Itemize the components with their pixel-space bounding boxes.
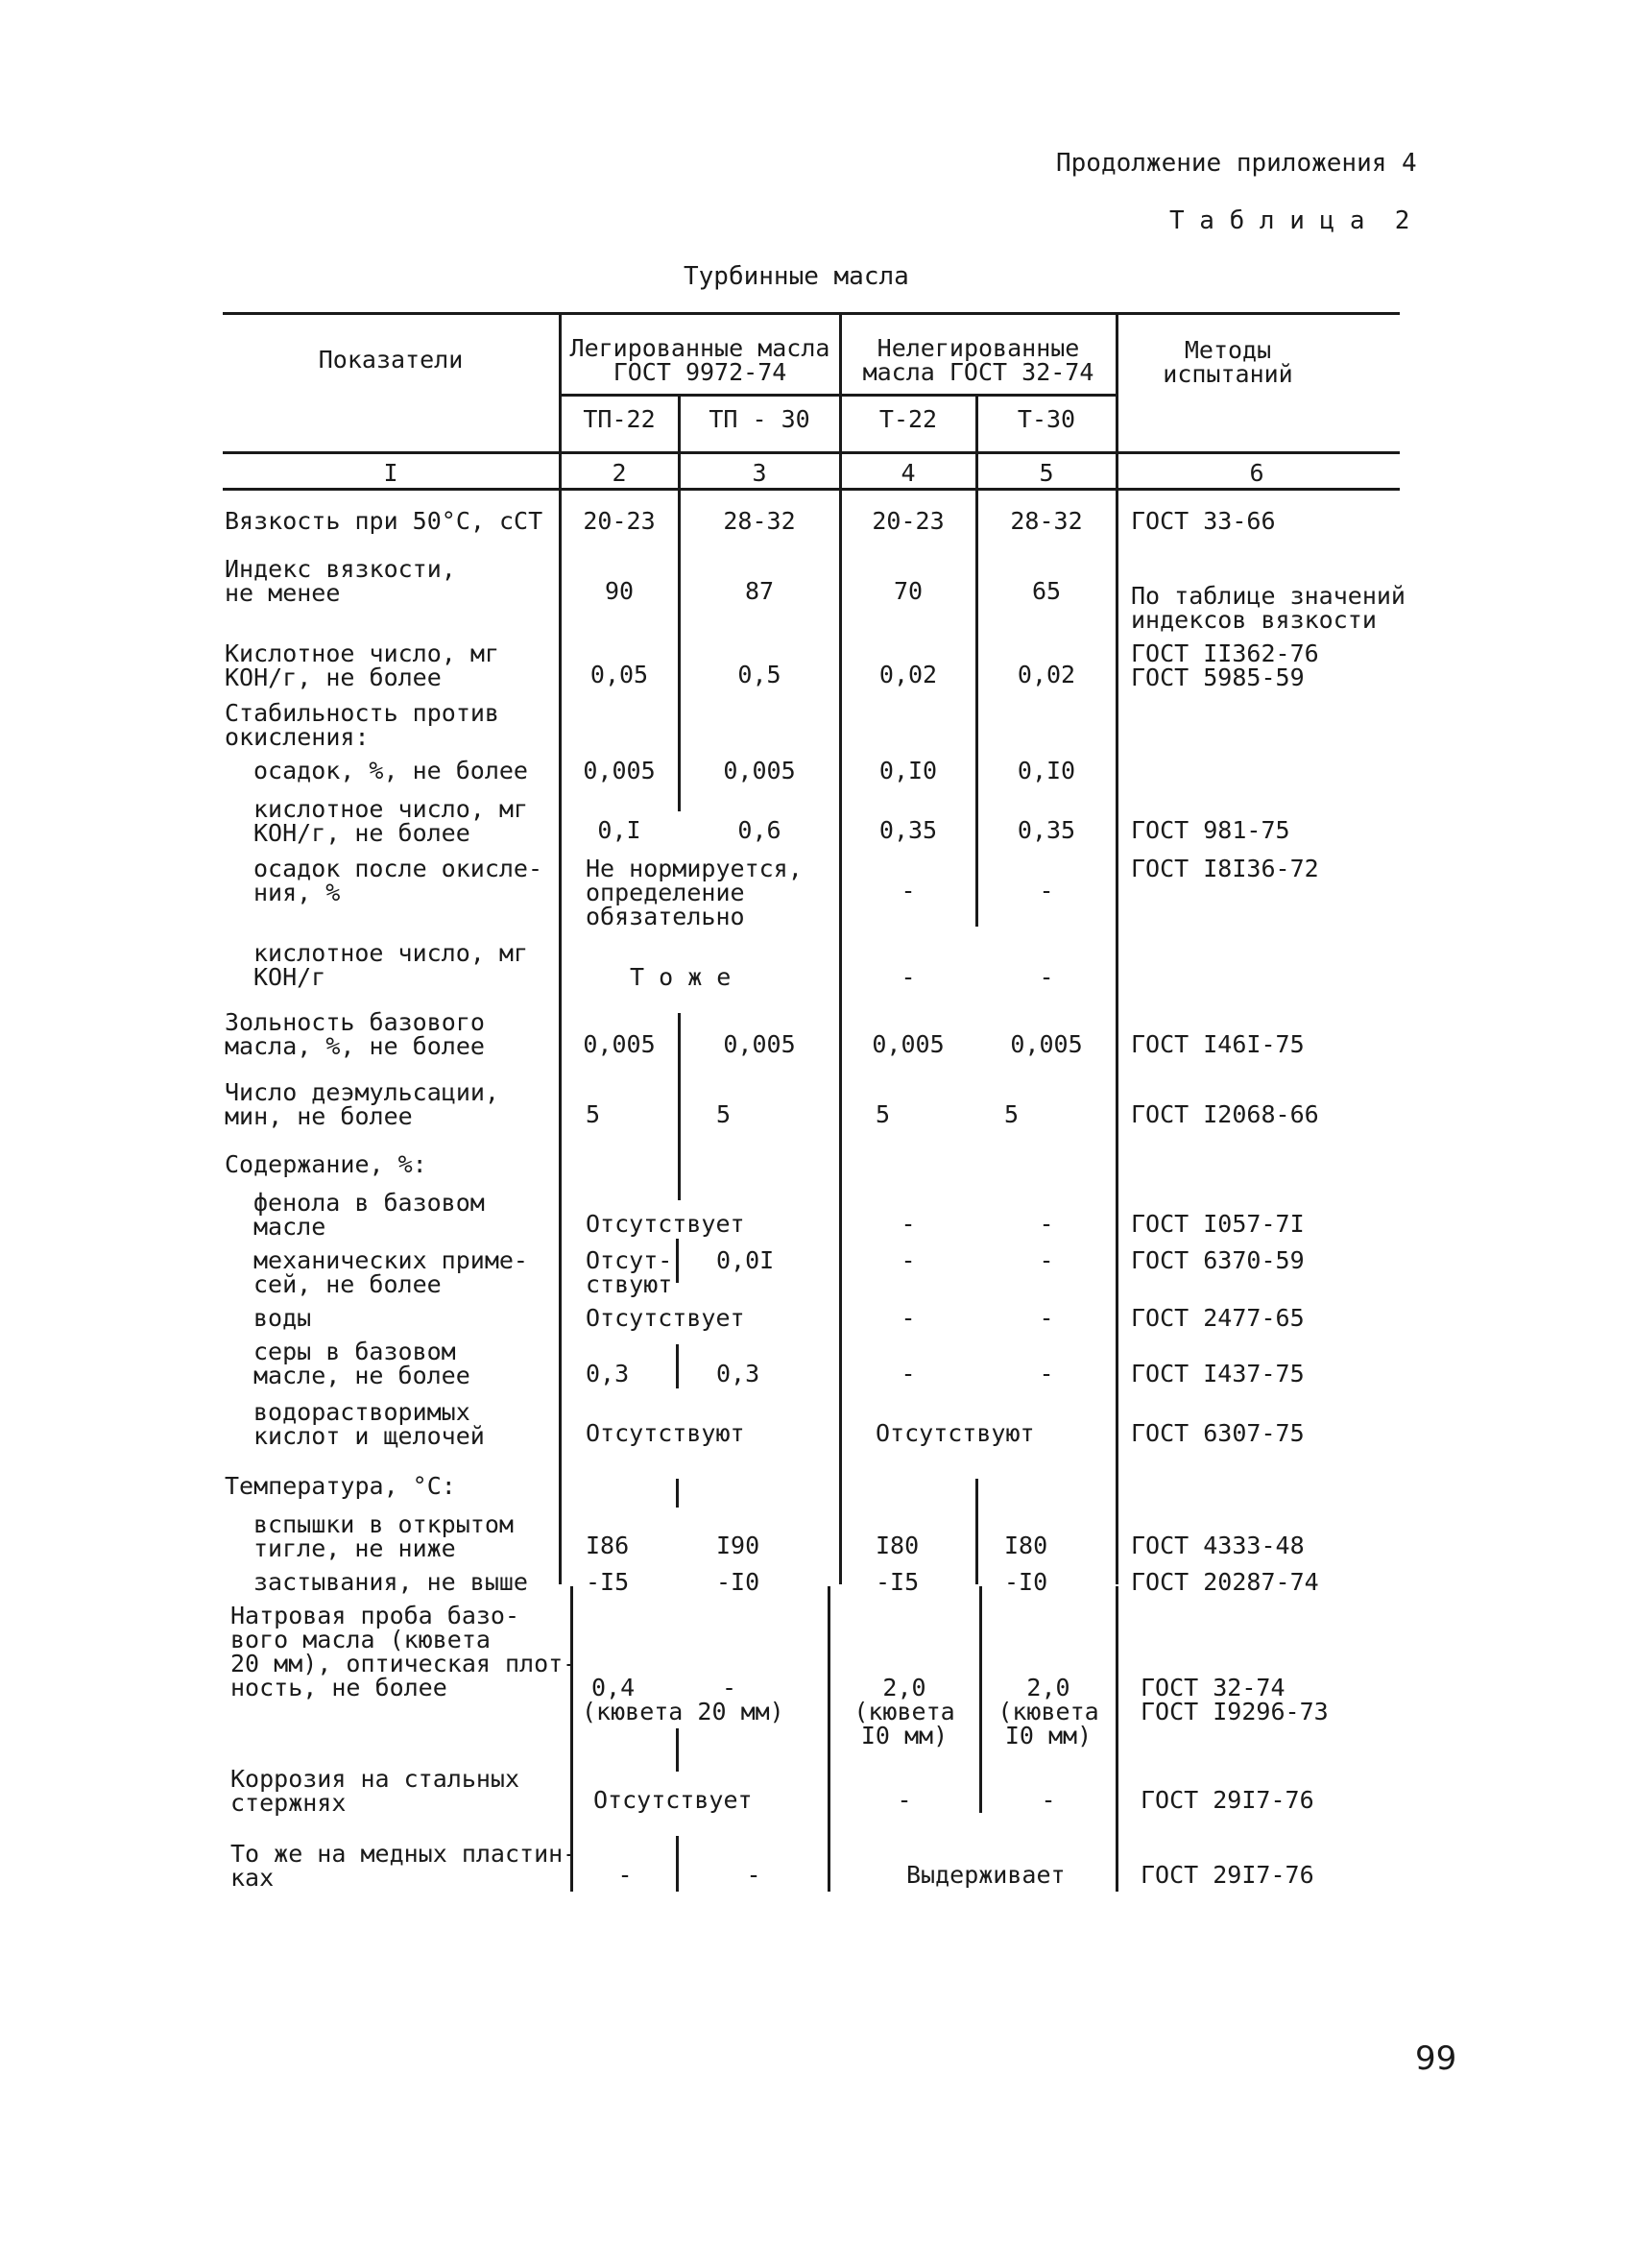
body-divider-2f bbox=[676, 1728, 679, 1772]
row-label-viscosity-index: Индекс вязкости, не менее bbox=[225, 555, 456, 607]
cell-sediment-tp30: 0,005 bbox=[723, 757, 796, 784]
cell-phenol-t22: - bbox=[901, 1210, 916, 1238]
cell-acid-number-ox-tp22: 0,I bbox=[597, 816, 641, 844]
body-divider-4b bbox=[975, 1479, 978, 1584]
cell-demulsification-tp30: 5 bbox=[716, 1100, 732, 1128]
column-header-indicators: Показатели bbox=[318, 346, 464, 374]
body-divider-2e bbox=[676, 1479, 679, 1508]
method-sediment-after: ГОСТ I8I36-72 bbox=[1131, 855, 1319, 882]
cell-sodium-test-t30: 2,0 (кювета I0 мм) bbox=[997, 1674, 1099, 1749]
continuation-note: Продолжение приложения 4 bbox=[1056, 149, 1417, 178]
cell-corrosion-copper-unalloyed: Выдерживает bbox=[906, 1861, 1066, 1889]
body-divider-2c bbox=[676, 1239, 679, 1283]
cell-demulsification-t30: 5 bbox=[1004, 1100, 1020, 1128]
cell-water-t30: - bbox=[1039, 1304, 1054, 1332]
row-label-pour: застывания, не выше bbox=[253, 1568, 528, 1596]
cell-flash-t30: I80 bbox=[1004, 1532, 1048, 1559]
row-label-corrosion-copper: То же на медных пластин- ках bbox=[230, 1840, 578, 1892]
cell-acid-number-after-t22: - bbox=[901, 963, 916, 991]
row-label-sodium-test: Натровая проба базо- вого масла (кювета 20 мм), оптическая плот- ность, не более bbox=[230, 1602, 578, 1701]
column-number-5: 5 bbox=[1039, 459, 1054, 487]
row-label-corrosion-steel: Коррозия на стальных стержнях bbox=[230, 1765, 520, 1817]
cell-impurities-tp30: 0,0I bbox=[716, 1246, 775, 1274]
grade-tp30: ТП - 30 bbox=[709, 405, 810, 433]
cell-viscosity-index-tp30: 87 bbox=[744, 577, 775, 605]
row-label-acid-number-ox: кислотное число, мг КОН/г, не более bbox=[253, 795, 528, 847]
cell-acid-number-tp22: 0,05 bbox=[589, 661, 649, 688]
column-number-3: 3 bbox=[752, 459, 767, 487]
cell-viscosity-index-tp22: 90 bbox=[604, 577, 635, 605]
method-water-soluble: ГОСТ 6307-75 bbox=[1131, 1419, 1305, 1447]
body-divider-5a bbox=[1116, 490, 1118, 1584]
column-number-1: I bbox=[383, 459, 398, 487]
method-viscosity: ГОСТ 33-66 bbox=[1131, 507, 1276, 535]
cell-acid-number-t30: 0,02 bbox=[1017, 661, 1076, 688]
table-label: Т а б л и ц а 2 bbox=[1169, 206, 1410, 235]
column-header-unalloyed: Нелегированные масла ГОСТ 32-74 bbox=[862, 334, 1094, 386]
row-label-sediment: осадок, %, не более bbox=[253, 757, 528, 784]
cell-corrosion-steel-t30: - bbox=[1041, 1786, 1056, 1814]
grade-t22: Т-22 bbox=[878, 405, 938, 433]
row-label-sulfur: серы в базовом масле, не более bbox=[253, 1338, 470, 1389]
grade-tp22: ТП-22 bbox=[583, 405, 656, 433]
cell-sulfur-tp30: 0,3 bbox=[716, 1360, 760, 1387]
column-number-2: 2 bbox=[612, 459, 627, 487]
cell-water-alloyed: Отсутствует bbox=[586, 1304, 745, 1332]
row-label-sediment-after: осадок после окисле- ния, % bbox=[253, 855, 543, 906]
method-sulfur: ГОСТ I437-75 bbox=[1131, 1360, 1305, 1387]
row-label-phenol: фенола в базовом масле bbox=[253, 1189, 485, 1241]
cell-sulfur-t30: - bbox=[1039, 1360, 1054, 1387]
cell-pour-tp22: -I5 bbox=[586, 1568, 630, 1596]
cell-sediment-t30: 0,I0 bbox=[1017, 757, 1076, 784]
cell-water-soluble-alloyed: Отсутствуют bbox=[586, 1419, 745, 1447]
cell-corrosion-steel-alloyed: Отсутствует bbox=[593, 1786, 753, 1814]
method-water: ГОСТ 2477-65 bbox=[1131, 1304, 1305, 1332]
cell-pour-tp30: -I0 bbox=[716, 1568, 760, 1596]
cell-viscosity-index-t22: 70 bbox=[893, 577, 924, 605]
row-label-oxidation-stability: Стабильность против окисления: bbox=[225, 699, 499, 751]
cell-sulfur-t22: - bbox=[901, 1360, 916, 1387]
column-number-6: 6 bbox=[1249, 459, 1264, 487]
column-header-alloyed: Легированные масла ГОСТ 9972-74 bbox=[569, 334, 830, 386]
body-divider-5b bbox=[1116, 1586, 1118, 1892]
page-number: 99 bbox=[1415, 2039, 1457, 2078]
cell-demulsification-tp22: 5 bbox=[586, 1100, 601, 1128]
grade-t30: Т-30 bbox=[1017, 405, 1076, 433]
method-pour: ГОСТ 20287-74 bbox=[1131, 1568, 1319, 1596]
cell-acid-number-ox-t30: 0,35 bbox=[1017, 816, 1076, 844]
method-sodium-test: ГОСТ 32-74 ГОСТ I9296-73 bbox=[1141, 1674, 1329, 1725]
cell-sodium-test-note: (кювета 20 мм) bbox=[582, 1698, 784, 1725]
method-demulsification: ГОСТ I2068-66 bbox=[1131, 1100, 1319, 1128]
row-label-impurities: механических приме- сей, не более bbox=[253, 1246, 528, 1298]
row-label-viscosity: Вязкость при 50°С, сСТ bbox=[225, 507, 543, 535]
cell-flash-tp30: I90 bbox=[716, 1532, 760, 1559]
row-label-ash: Зольность базового масла, %, не более bbox=[225, 1008, 485, 1060]
method-corrosion-steel: ГОСТ 29I7-76 bbox=[1141, 1786, 1314, 1814]
cell-viscosity-index-t30: 65 bbox=[1031, 577, 1062, 605]
row-label-acid-number-after: кислотное число, мг КОН/г bbox=[253, 939, 528, 991]
cell-flash-t22: I80 bbox=[876, 1532, 920, 1559]
method-impurities: ГОСТ 6370-59 bbox=[1131, 1246, 1305, 1274]
cell-demulsification-t22: 5 bbox=[876, 1100, 891, 1128]
cell-impurities-t30: - bbox=[1039, 1246, 1054, 1274]
method-ash: ГОСТ I46I-75 bbox=[1131, 1030, 1305, 1058]
cell-acid-number-after-t30: - bbox=[1039, 963, 1054, 991]
method-acid-number: ГОСТ II362-76 ГОСТ 5985-59 bbox=[1131, 639, 1319, 691]
cell-flash-tp22: I86 bbox=[586, 1532, 630, 1559]
cell-acid-number-ox-t22: 0,35 bbox=[878, 816, 938, 844]
row-label-water: воды bbox=[253, 1304, 312, 1332]
cell-acid-number-ox-tp30: 0,6 bbox=[737, 816, 781, 844]
cell-ash-t30: 0,005 bbox=[1010, 1030, 1083, 1058]
cell-viscosity-tp22: 20-23 bbox=[583, 507, 656, 535]
cell-phenol-alloyed: Отсутствует bbox=[586, 1210, 745, 1238]
cell-corrosion-copper-tp22: - bbox=[617, 1861, 633, 1889]
row-label-temperature: Температура, °С: bbox=[225, 1472, 456, 1500]
number-row-rule bbox=[223, 488, 1400, 491]
cell-viscosity-t30: 28-32 bbox=[1010, 507, 1083, 535]
row-label-content: Содержание, %: bbox=[225, 1150, 427, 1178]
cell-viscosity-t22: 20-23 bbox=[872, 507, 945, 535]
body-divider-4a bbox=[975, 490, 978, 927]
table-title: Турбинные масла bbox=[684, 262, 909, 291]
method-phenol: ГОСТ I057-7I bbox=[1131, 1210, 1305, 1238]
row-label-water-soluble: водорастворимых кислот и щелочей bbox=[253, 1398, 485, 1450]
cell-ash-t22: 0,005 bbox=[872, 1030, 945, 1058]
row-label-acid-number: Кислотное число, мг КОН/г, не более bbox=[225, 639, 499, 691]
cell-water-t22: - bbox=[901, 1304, 916, 1332]
cell-sediment-tp22: 0,005 bbox=[583, 757, 656, 784]
cell-acid-number-tp30: 0,5 bbox=[737, 661, 781, 688]
cell-sediment-after-t30: - bbox=[1039, 877, 1054, 905]
method-acid-number-ox: ГОСТ 981-75 bbox=[1131, 816, 1290, 844]
column-header-methods: Методы испытаний bbox=[1163, 336, 1293, 388]
cell-acid-number-t22: 0,02 bbox=[878, 661, 938, 688]
cell-corrosion-copper-tp30: - bbox=[746, 1861, 761, 1889]
cell-corrosion-steel-t22: - bbox=[897, 1786, 912, 1814]
method-viscosity-index: По таблице значений индексов вязкости bbox=[1131, 582, 1406, 634]
cell-pour-t30: -I0 bbox=[1004, 1568, 1048, 1596]
cell-sulfur-tp22: 0,3 bbox=[586, 1360, 630, 1387]
row-label-demulsification: Число деэмульсации, мин, не более bbox=[225, 1078, 499, 1130]
body-divider-3b bbox=[828, 1586, 830, 1892]
cell-ash-tp30: 0,005 bbox=[723, 1030, 796, 1058]
cell-water-soluble-unalloyed: Отсутствуют bbox=[876, 1419, 1035, 1447]
cell-phenol-t30: - bbox=[1039, 1210, 1054, 1238]
cell-ash-tp22: 0,005 bbox=[583, 1030, 656, 1058]
row-label-flash: вспышки в открытом тигле, не ниже bbox=[253, 1510, 514, 1562]
cell-sediment-after-alloyed: Не нормируется, определение обязательно bbox=[586, 855, 803, 930]
cell-pour-t22: -I5 bbox=[876, 1568, 920, 1596]
cell-impurities-tp22: Отсут- ствуют bbox=[586, 1246, 673, 1298]
header-bottom-rule bbox=[223, 451, 1400, 454]
cell-viscosity-tp30: 28-32 bbox=[723, 507, 796, 535]
cell-acid-number-after-alloyed: Т о ж е bbox=[630, 963, 732, 991]
body-divider-2d bbox=[676, 1344, 679, 1388]
cell-sodium-test-t22: 2,0 (кювета I0 мм) bbox=[853, 1674, 955, 1749]
cell-sediment-t22: 0,I0 bbox=[878, 757, 938, 784]
method-flash: ГОСТ 4333-48 bbox=[1131, 1532, 1305, 1559]
method-corrosion-copper: ГОСТ 29I7-76 bbox=[1141, 1861, 1314, 1889]
table-top-rule bbox=[223, 312, 1400, 315]
cell-impurities-t22: - bbox=[901, 1246, 916, 1274]
cell-sodium-test-tp22: 0,4 bbox=[591, 1674, 636, 1701]
cell-sediment-after-t22: - bbox=[901, 877, 916, 905]
cell-sodium-test-tp30: - bbox=[722, 1674, 737, 1701]
column-number-4: 4 bbox=[901, 459, 916, 487]
